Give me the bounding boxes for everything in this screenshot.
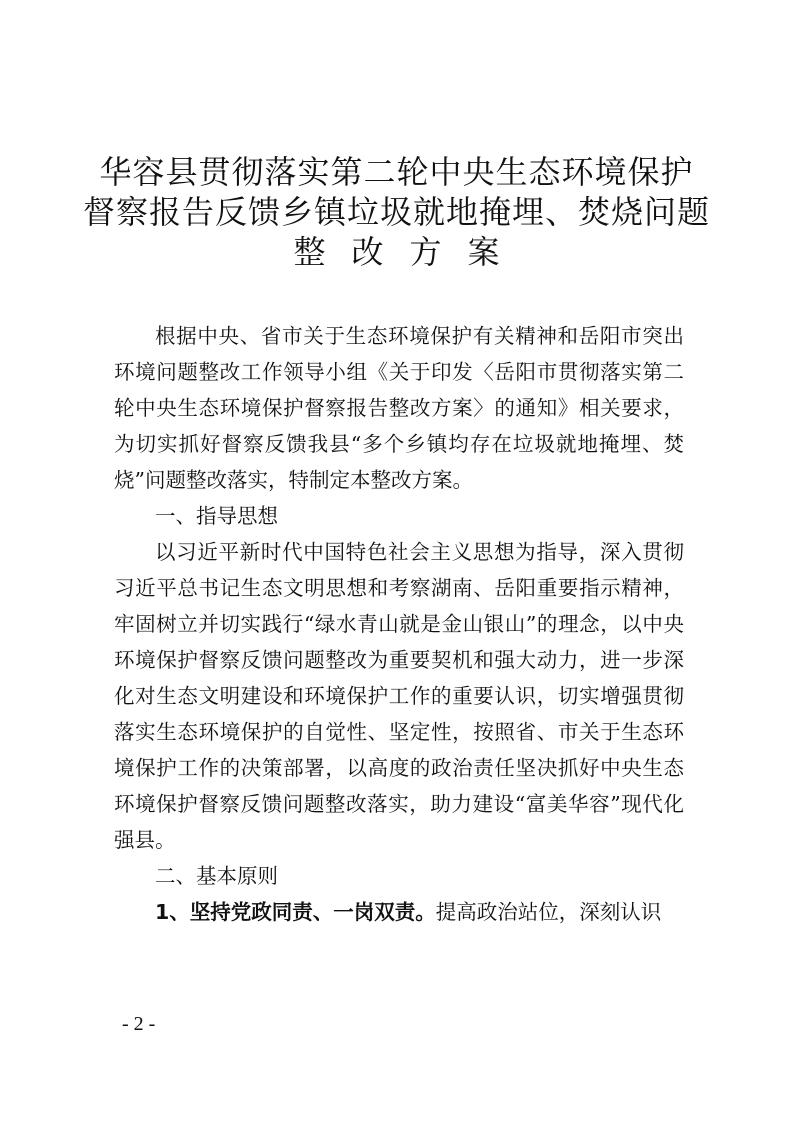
- guiding-ideology-paragraph: 以习近平新时代中国特色社会主义思想为指导，深入贯彻习近平总书记生态文明思想和考察湖南、岳阳重要指示精神，牢固树立并切实践行“绿水青山就是金山银山”的理念，以中央环境保护督察反馈问题整改为重要契机和强大动力，进一步深化对生态文明建设和环境保护工作的重要认识，切实增强贯彻落实生态环境保护的自觉性、坚定性，按照省、市关于生态环境保护工作的决策部署，以高度的政治责任坚决抓好中央生态环境保护督察反馈问题整改落实，助力建设“富美华容”现代化强县。: [114, 540, 684, 852]
- page-number: - 2 -: [122, 1013, 156, 1035]
- section-heading-guiding-ideology: 一、指导思想: [155, 504, 278, 528]
- document-body: [114, 318, 684, 930]
- document-title: [60, 152, 733, 272]
- principle-1-paragraph: [114, 894, 684, 930]
- title-line-2: 督察报告反馈乡镇垃圾就地掩埋、焚烧问题: [82, 193, 710, 231]
- principle-1-text: 提高政治站位，深刻认识: [435, 900, 662, 924]
- section-heading-basic-principles: 二、基本原则: [155, 864, 278, 888]
- title-line-1: 华容县贯彻落实第二轮中央生态环境保护: [99, 153, 694, 191]
- title-line-3: 整改方案: [293, 233, 526, 271]
- principle-1-lead: 1、坚持党政同责、一岗双责。: [155, 900, 436, 924]
- intro-paragraph: 根据中央、省市关于生态环境保护有关精神和岳阳市突出环境问题整改工作领导小组《关于印发〈岳阳市贯彻落实第二轮中央生态环境保护督察报告整改方案〉的通知》相关要求，为切实抓好督察反馈我县“多个乡镇均存在垃圾就地掩埋、焚烧”问题整改落实，特制定本整改方案。: [114, 324, 684, 492]
